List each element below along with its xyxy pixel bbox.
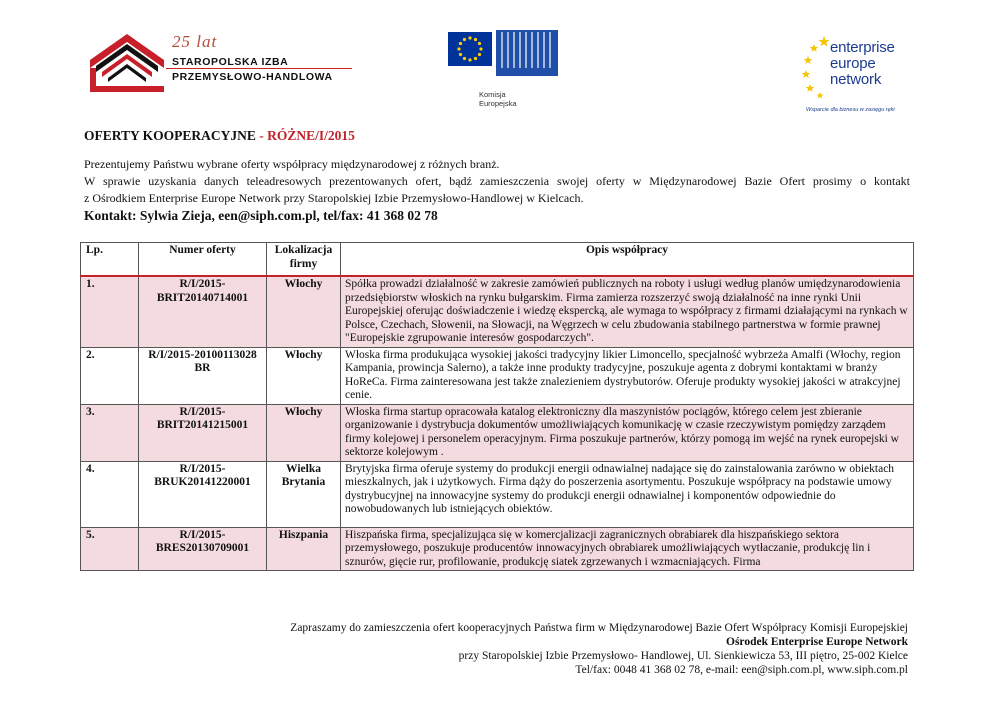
een-word-network: network bbox=[830, 71, 882, 88]
offers-table bbox=[80, 242, 914, 571]
cell-description: Włoska firma startup opracowała katalog elektroniczny dla maszynistów pociągów, którego celem jest zbieranie organizowanie i dystrybucja dokumentów umożliwiających komunikację w czasie rzeczywistym pomiędzy zarządem firmy kolejowej i personelem operacyjnym. Firma poszukuje partnerów, którzy pomogą im wejść na rynek europejski w sektorze kolejowym . bbox=[341, 404, 914, 461]
cell-offer-number: R/I/2015-BRES20130709001 bbox=[139, 527, 267, 571]
title-separator: - bbox=[255, 128, 268, 143]
siph-logo bbox=[90, 30, 360, 96]
enterprise-europe-network-logo bbox=[808, 30, 928, 120]
cell-lp: 3. bbox=[81, 404, 139, 461]
een-word-enterprise: enterprise bbox=[830, 39, 895, 56]
eu-caption bbox=[479, 90, 517, 108]
eu-caption-line2: Europejska bbox=[479, 99, 517, 108]
table-row bbox=[81, 347, 914, 404]
eu-caption-line1: Komisja bbox=[479, 90, 506, 99]
header-offer-number: Numer oferty bbox=[139, 243, 267, 277]
cell-location: Włochy bbox=[267, 347, 341, 404]
cell-description: Hiszpańska firma, specjalizująca się w komercjalizacji zagranicznych obrabiarek dla hiszpańskiego sektora przemysłowego, poszukuje producentów innowacyjnych obrabiarek umożliwiających wytłaczanie, produkcję lin i sznurów, gięcie rur, profilowanie, produkcję siatek zgrzewanych i wzmacniających. Firma bbox=[341, 527, 914, 571]
cell-lp: 5. bbox=[81, 527, 139, 571]
header-lp: Lp. bbox=[81, 243, 139, 277]
cell-description: Spółka prowadzi działalność w zakresie zamówień publicznych na roboty i usługi według planów umiędzynarodowienia przedsiębiorstw włoskich na rynku bułgarskim. Firma zamierza rozszerzyć swoją działalność na inne rynki Unii Europejskiej oferując doświadczenie i wiedzę ekspercką, ale wymaga to współpracy z firmami działającymi na rynkach w Polsce, Czechach, Słowenii, na Słowacji, na Węgrzech w celu zbudowania stabilnego partnerstwa w formie prawnej "Europejskie zgrupowanie interesów gospodarczych". bbox=[341, 276, 914, 347]
table-row bbox=[81, 527, 914, 571]
een-word-europe: europe bbox=[830, 55, 876, 72]
cell-offer-number: R/I/2015-20100113028 BR bbox=[139, 347, 267, 404]
footer-invitation: Zapraszamy do zamieszczenia ofert kooperacyjnych Państwa firm w Międzynarodowej Bazie Ofert Współpracy Komisji Europejskiej bbox=[290, 622, 908, 634]
cell-lp: 1. bbox=[81, 276, 139, 347]
intro-line-3: z Ośrodkiem Enterprise Europe Network przy Staropolskiej Izbie Przemysłowo-Handlowej w Kielcach. bbox=[84, 191, 584, 205]
footer-center-name: Ośrodek Enterprise Europe Network bbox=[726, 636, 908, 648]
cell-location: Wielka Brytania bbox=[267, 461, 341, 527]
table-row bbox=[81, 404, 914, 461]
footer-contact: Tel/fax: 0048 41 368 02 78, e-mail: een@siph.com.pl, www.siph.com.pl bbox=[575, 664, 908, 676]
cell-description: Brytyjska firma oferuje systemy do produkcji energii odnawialnej nadające się do zainstalowania zarówno w obiektach mieszkalnych, jak i użytkowych. Firma dąży do poszerzenia asortymentu. Poszukuje współpracy na podstawie umowy dystrybucyjnej na innowacyjne systemy do produkcji energii odnawialnej i komponentów odpowiednie do nowobudowanych lub istniejących obiektów. bbox=[341, 461, 914, 527]
intro-line-1: Prezentujemy Państwu wybrane oferty współpracy międzynarodowej z różnych branż. bbox=[84, 157, 500, 171]
contact-line: Kontakt: Sylwia Zieja, een@siph.com.pl, tel/fax: 41 368 02 78 bbox=[84, 208, 438, 223]
cell-offer-number: R/I/2015-BRIT20140714001 bbox=[139, 276, 267, 347]
cell-lp: 4. bbox=[81, 461, 139, 527]
european-commission-logo bbox=[446, 26, 566, 112]
header-description: Opis współpracy bbox=[341, 243, 914, 277]
cell-offer-number: R/I/2015-BRUK20141220001 bbox=[139, 461, 267, 527]
siph-name-line1: STAROPOLSKA IZBA bbox=[172, 56, 289, 68]
footer-address: przy Staropolskiej Izbie Przemysłowo- Handlowej, Ul. Sienkiewicza 53, III piętro, 25-002 Kielce bbox=[458, 650, 908, 662]
siph-years-label: 25 lat bbox=[172, 32, 218, 51]
header-location: Lokalizacja firmy bbox=[267, 243, 341, 277]
eu-flag-building-icon bbox=[446, 26, 566, 88]
table-row bbox=[81, 276, 914, 347]
siph-emblem-icon bbox=[90, 34, 164, 92]
table-row bbox=[81, 461, 914, 527]
cell-lp: 2. bbox=[81, 347, 139, 404]
table-header-row bbox=[81, 243, 914, 277]
intro-line-2: W sprawie uzyskania danych teleadresowych prezentowanych ofert, bądź zamieszczenia swojej oferty w Międzynarodowej Bazie Ofert prosimy o kontakt bbox=[84, 174, 910, 188]
page-title bbox=[84, 128, 355, 144]
siph-name-line2: PRZEMYSŁOWO-HANDLOWA bbox=[172, 71, 333, 83]
siph-divider bbox=[166, 68, 352, 69]
title-main: OFERTY KOOPERACYJNE bbox=[84, 128, 256, 143]
title-code: RÓŻNE/I/2015 bbox=[267, 128, 355, 143]
cell-location: Włochy bbox=[267, 276, 341, 347]
cell-description: Włoska firma produkująca wysokiej jakości tradycyjny likier Limoncello, specjalność wybrzeża Amalfi (Włochy, region Kampania, prowincja Salerno), a także inne produkty tradycyjne, poszukuje agenta z dobrymi kontaktami w branży HoReCa. Firma zainteresowana jest także znalezieniem dystrybutorów. Oferuje produkty wysokiej jakości w atrakcyjnej cenie. bbox=[341, 347, 914, 404]
cell-offer-number: R/I/2015-BRIT20141215001 bbox=[139, 404, 267, 461]
cell-location: Hiszpania bbox=[267, 527, 341, 571]
een-tagline: Wsparcie dla biznesu w zasięgu ręki bbox=[806, 107, 895, 113]
cell-location: Włochy bbox=[267, 404, 341, 461]
